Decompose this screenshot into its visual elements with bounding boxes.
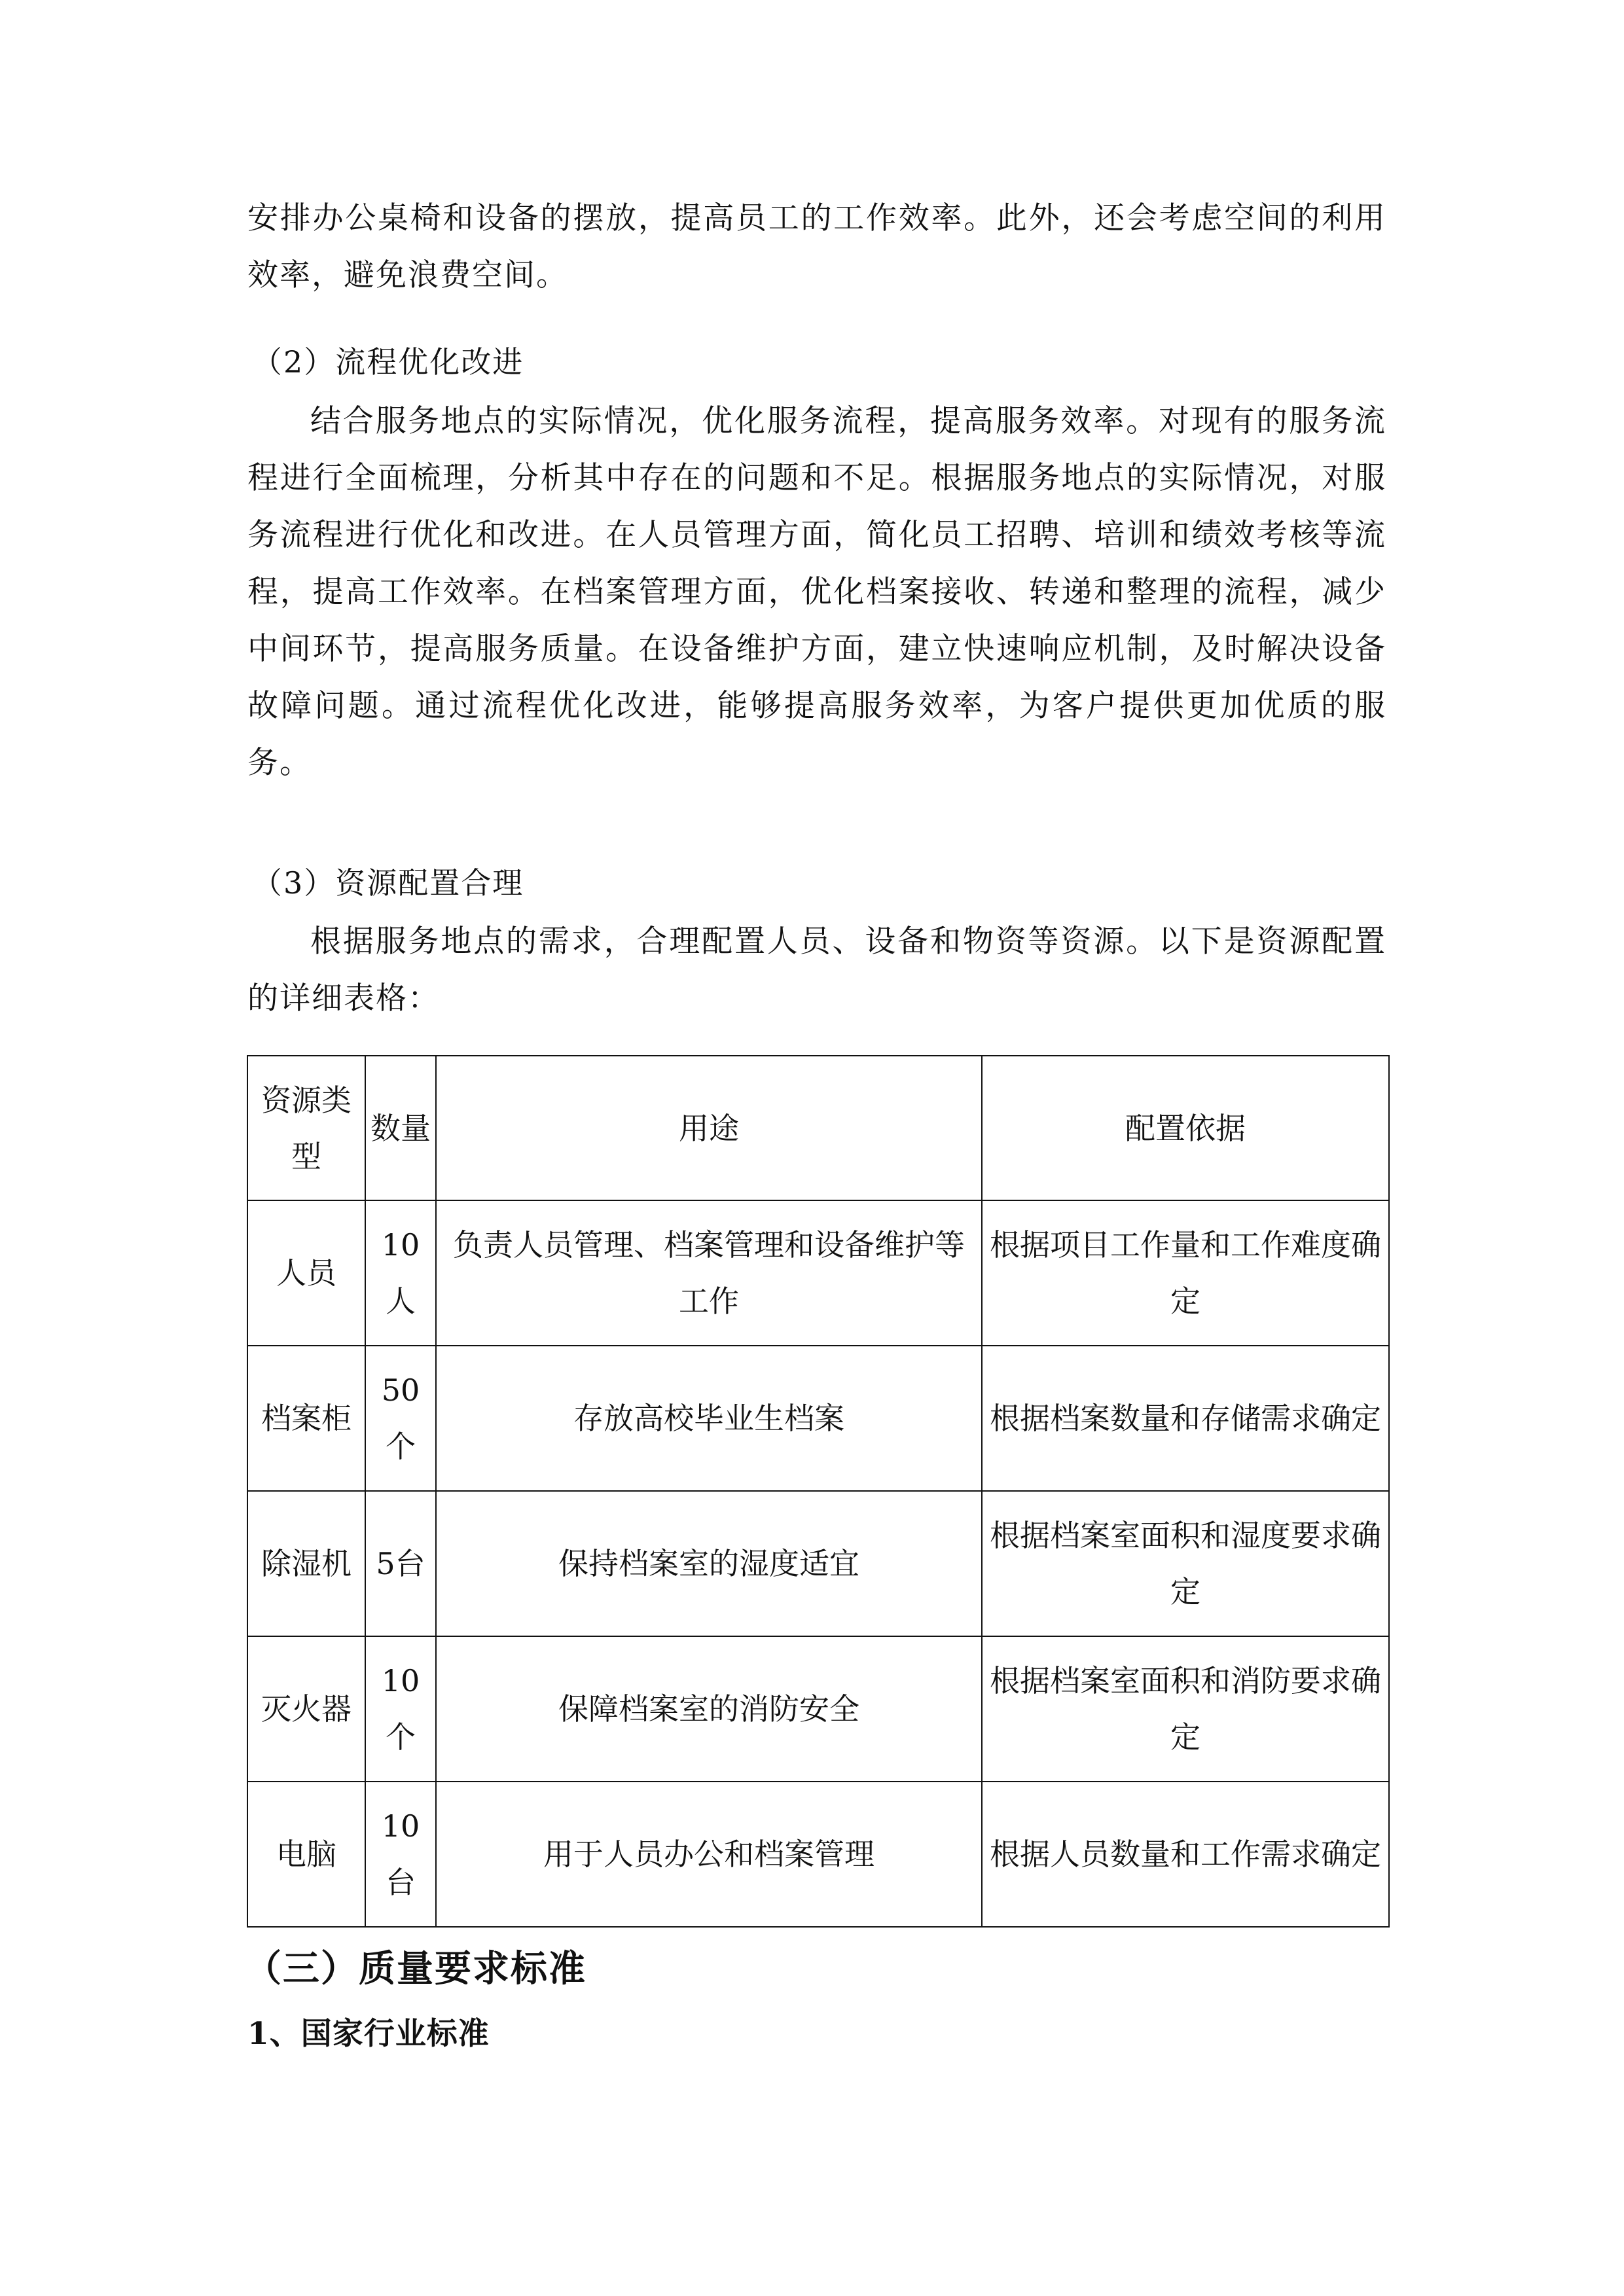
cell-type: 档案柜 <box>247 1346 365 1491</box>
table-row <box>247 1491 1389 1636</box>
cell-basis: 根据档案室面积和湿度要求确定 <box>982 1491 1389 1636</box>
cell-quantity: 50个 <box>365 1346 436 1491</box>
cell-basis: 根据人员数量和工作需求确定 <box>982 1782 1389 1927</box>
cell-type: 人员 <box>247 1200 365 1346</box>
cell-usage: 用于人员办公和档案管理 <box>436 1782 982 1927</box>
cell-type: 电脑 <box>247 1782 365 1927</box>
cell-type: 除湿机 <box>247 1491 365 1636</box>
table-row <box>247 1346 1389 1491</box>
cell-quantity: 10台 <box>365 1782 436 1927</box>
section-title-quality-standards: （三）质量要求标准 <box>245 1947 586 1990</box>
cell-usage: 存放高校毕业生档案 <box>436 1346 982 1491</box>
paragraph-intro: 安排办公桌椅和设备的摆放，提高员工的工作效率。此外，还会考虑空间的利用效率，避免浪费空间。 <box>247 200 1386 293</box>
cell-quantity: 5台 <box>365 1491 436 1636</box>
cell-basis: 根据项目工作量和工作难度确定 <box>982 1200 1389 1346</box>
resource-table <box>247 1055 1390 1928</box>
table-row <box>247 1200 1389 1346</box>
paragraph-process-optimization: 结合服务地点的实际情况，优化服务流程，提高服务效率。对现有的服务流程进行全面梳理，分析其中存在的问题和不足。根据服务地点的实际情况，对服务流程进行优化和改进。在人员管理方面，简化员工招聘、培训和绩效考核等流程，提高工作效率。在档案管理方面，优化档案接收、转递和整理的流程，减少中间环节，提高服务质量。在设备维护方面，建立快速响应机制，及时解决设备故障问题。通过流程优化改进，能够提高服务效率，为客户提供更加优质的服务。 <box>247 403 1386 781</box>
header-basis: 配置依据 <box>982 1056 1389 1200</box>
header-quantity: 数量 <box>365 1056 436 1200</box>
heading-resource-allocation: （3）资源配置合理 <box>252 865 524 901</box>
paragraph-resource-allocation: 根据服务地点的需求，合理配置人员、设备和物资等资源。以下是资源配置的详细表格： <box>247 924 1386 1016</box>
cell-usage: 保障档案室的消防安全 <box>436 1636 982 1782</box>
heading-process-optimization: （2）流程优化改进 <box>252 344 524 380</box>
cell-basis: 根据档案室面积和消防要求确定 <box>982 1636 1389 1782</box>
header-resource-type: 资源类型 <box>247 1056 365 1200</box>
cell-quantity: 10人 <box>365 1200 436 1346</box>
table-header-row <box>247 1056 1389 1200</box>
cell-usage: 负责人员管理、档案管理和设备维护等工作 <box>436 1200 982 1346</box>
cell-type: 灭火器 <box>247 1636 365 1782</box>
header-usage: 用途 <box>436 1056 982 1200</box>
cell-usage: 保持档案室的湿度适宜 <box>436 1491 982 1636</box>
cell-basis: 根据档案数量和存储需求确定 <box>982 1346 1389 1491</box>
table-row <box>247 1636 1389 1782</box>
cell-quantity: 10个 <box>365 1636 436 1782</box>
subsection-title-national-standards: 1、国家行业标准 <box>247 2016 490 2052</box>
table-row <box>247 1782 1389 1927</box>
